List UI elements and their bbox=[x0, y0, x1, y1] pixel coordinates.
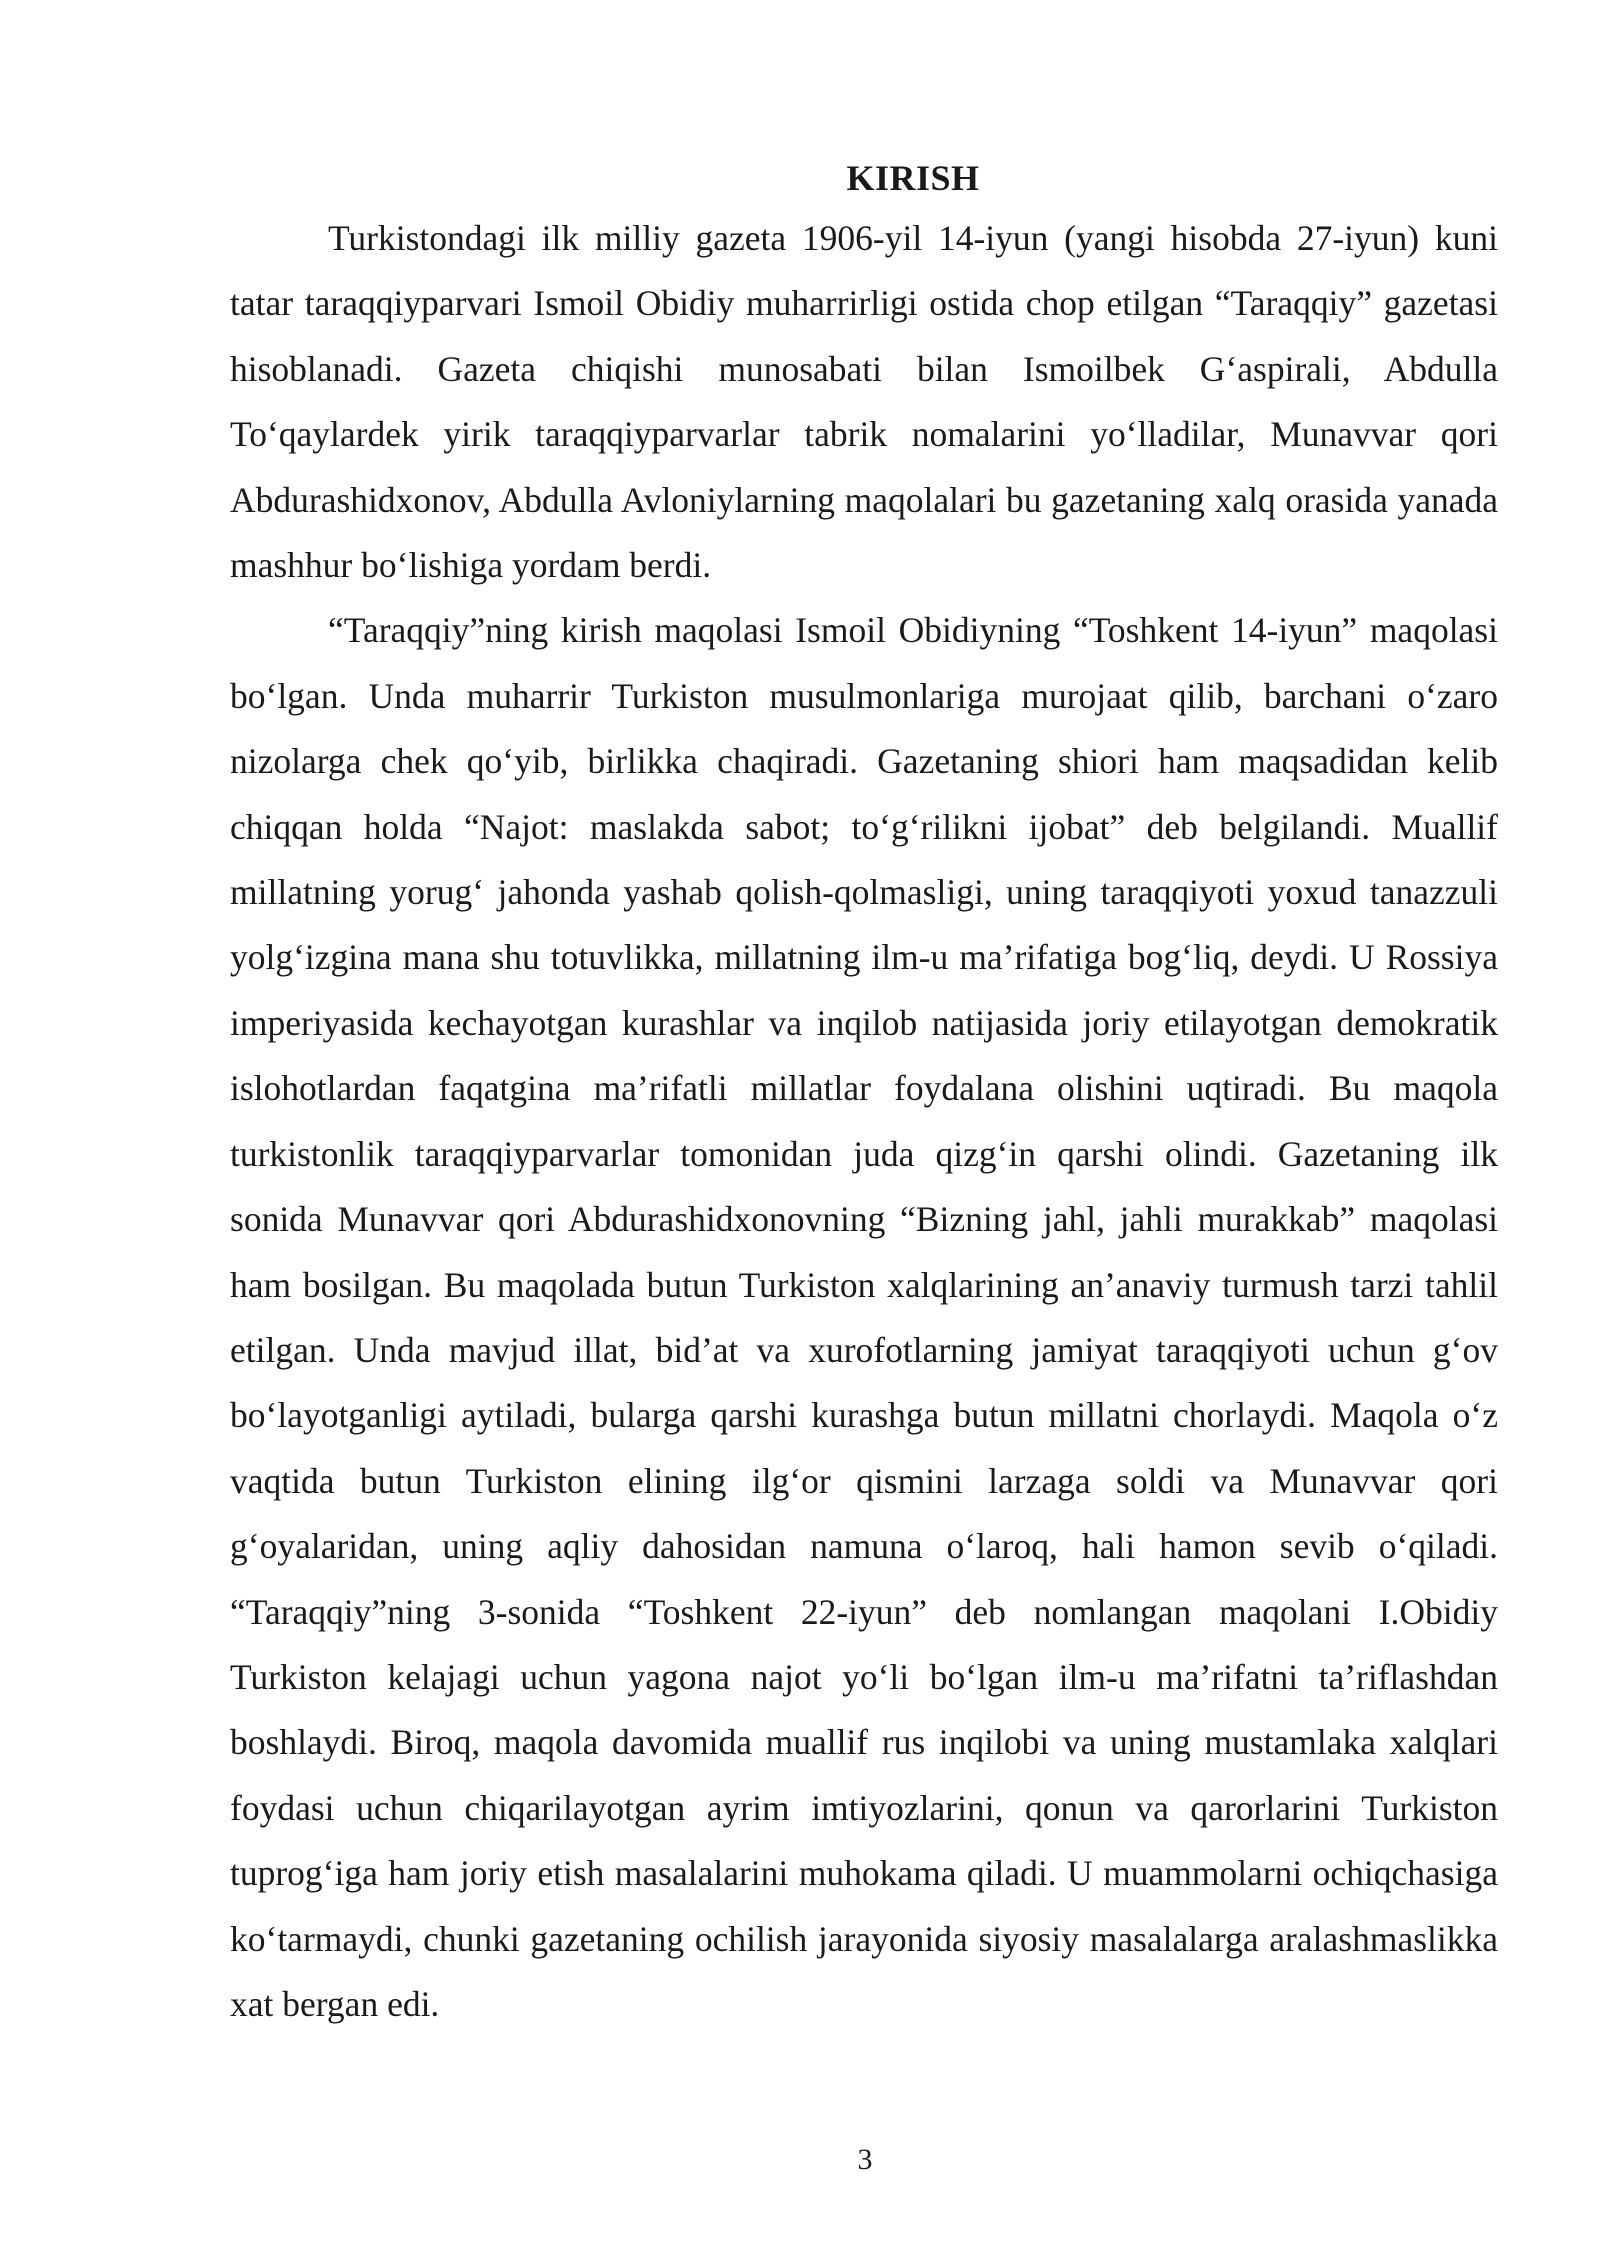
paragraph-2: “Taraqqiy”ning kirish maqolasi Ismoil Obidiyning “Toshkent 14-iyun” maqolasi bo‘lgan. Unda muharrir Turkiston musulmonlariga murojaat qilib, barchani o‘zaro nizolarga chek qo‘yib, birlikka chaqiradi. Gazetaning shiori ham maqsadidan kelib chiqqan holda “Najot: maslakda sabot; to‘g‘rilikni ijobat” deb belgilandi. Muallif millatning yorug‘ jahonda yashab qolish-qolmasligi, uning taraqqiyoti yoxud tanazzuli yolg‘izgina mana shu totuvlikka, millatning ilm-u ma’rifatiga bog‘liq, deydi. U Rossiya imperiyasida kechayotgan kurashlar va inqilob natijasida joriy etilayotgan demokratik islohotlardan faqatgina ma’rifatli millatlar foydalana olishini uqtiradi. Bu maqola turkistonlik taraqqiyparvarlar tomonidan juda qizg‘in qarshi olindi. Gazetaning ilk sonida Munavvar qori Abdurashidxonovning “Bizning jahl, jahli murakkab” maqolasi ham bosilgan. Bu maqolada butun Turkiston xalqlarining an’anaviy turmush tarzi tahlil etilgan. Unda mavjud illat, bid’at va xurofotlarning jamiyat taraqqiyoti uchun g‘ov bo‘layotganligi aytiladi, bularga qarshi kurashga butun millatni chorlaydi. Maqola o‘z vaqtida butun Turkiston elining ilg‘or qismini larzaga soldi va Munavvar qori g‘oyalaridan, uning aqliy dahosidan namuna o‘laroq, hali hamon sevib o‘qiladi. “Taraqqiy”ning 3-sonida “Toshkent 22-iyun” deb nomlangan maqolani I.Obidiy Turkiston kelajagi uchun yagona najot yo‘li bo‘lgan ilm-u ma’rifatni ta’riflashdan boshlaydi. Biroq, maqola davomida muallif rus inqilobi va uning mustamlaka xalqlari foydasi uchun chiqarilayotgan ayrim imtiyozlarini, qonun va qarorlarini Turkiston tuprog‘iga ham joriy etish masalalarini muhokama qiladi. U muammolarni ochiqchasiga ko‘tarmaydi, chunki gazetaning ochilish jarayonida siyosiy masalalarga aralashmaslikka xat bergan edi. bbox=[230, 610, 1498, 2024]
section-title: KIRISH bbox=[846, 158, 980, 198]
document-body bbox=[230, 150, 1498, 2037]
page-number: 3 bbox=[857, 2143, 873, 2176]
paragraph-1: Turkistondagi ilk milliy gazeta 1906-yil 14-iyun (yangi hisobda 27-iyun) kuni tatar taraqqiyparvari Ismoil Obidiy muharrirligi ostida chop etilgan “Taraqqiy” gazetasi hisoblanadi. Gazeta chiqishi munosabati bilan Ismoilbek G‘aspirali, Abdulla To‘qaylardek yirik taraqqiyparvarlar tabrik nomalarini yo‘lladilar, Munavvar qori Abdurashidxonov, Abdulla Avloniylarning maqolalari bu gazetaning xalq orasida yanada mashhur bo‘lishiga yordam berdi. bbox=[230, 218, 1498, 586]
